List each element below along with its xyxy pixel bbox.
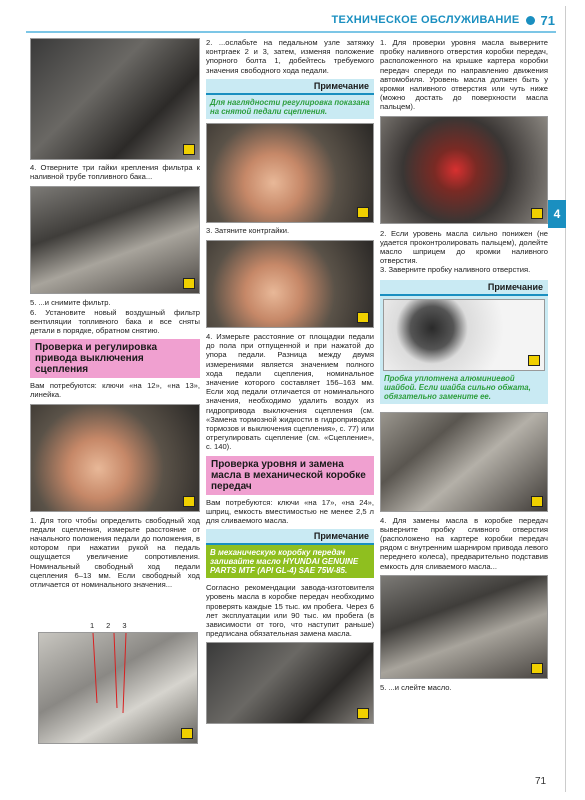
- note-box: [206, 79, 374, 119]
- header-rule: [26, 31, 556, 33]
- header-page-number: 71: [540, 12, 555, 28]
- note-box: [380, 280, 548, 404]
- camera-badge-icon: [183, 278, 195, 289]
- step-text: 3. Затяните контргайки.: [206, 225, 290, 235]
- running-header: [300, 10, 555, 30]
- photo-callouts: [90, 621, 127, 630]
- callout-label: 2: [106, 621, 111, 630]
- column-3: [380, 38, 548, 692]
- photo-adjust-bolt: [206, 123, 374, 223]
- photo-fuel-filter-nuts: [30, 38, 200, 160]
- step-text: 2. ...ослабьте на педальном узле затяжку контргаек 2 и 3, затем, изменяя положение упорного болта 1, добейтесь требуемого значения свободного хода педали.: [206, 38, 374, 75]
- photo-tighten-locknuts: [206, 240, 374, 328]
- note-text: Для наглядности регулировка показана на снятой педали сцепления.: [210, 97, 370, 116]
- camera-badge-icon: [531, 496, 543, 507]
- callout-label: 3: [122, 621, 127, 630]
- section-heading-clutch: Проверка и регулировка привода выключения сцепления: [30, 339, 200, 378]
- camera-badge-icon: [357, 708, 369, 719]
- photo-check-oil-level: [380, 116, 548, 224]
- camera-badge-icon: [531, 663, 543, 674]
- camera-badge-icon: [528, 355, 540, 366]
- section-heading-gearbox-oil: Проверка уровня и замена масла в механической коробке передач: [206, 456, 374, 495]
- chapter-tab: 4: [548, 200, 566, 228]
- step-text: 6. Установите новый воздушный фильтр вентиляции топливного бака и все сняты детали в порядке, обратном снятию.: [30, 307, 200, 336]
- step-text: 3. Заверните пробку наливного отверстия.: [380, 265, 531, 275]
- step-text: 4. Для замены масла в коробке передач выверните пробку сливного отверстия (расположено на картере коробки передач рядом с внутренним шарниром привода левого переднего колеса), предварительно подставив емкость для сливаемого масла...: [380, 515, 548, 571]
- header-title: ТЕХНИЧЕСКОЕ ОБСЛУЖИВАНИЕ: [331, 14, 520, 26]
- note-label: Примечание: [206, 529, 374, 545]
- camera-badge-icon: [183, 144, 195, 155]
- photo-plug-washer: [383, 299, 545, 371]
- photo-drain-plug: [380, 412, 548, 512]
- header-dot-icon: [526, 16, 535, 25]
- photo-measure-pedal: [30, 404, 200, 512]
- body-text: Согласно рекомендации завода-изготовителя уровень масла в коробке передач необходимо проверять каждые 15 тыс. км пробега. Через 6 лет эксплуатации или 90 тыс. км пробега (в зависимости от того, что наступит раньше) предписана обязательная замена масла.: [206, 583, 374, 639]
- photo-drain-oil: [380, 575, 548, 679]
- step-text: 1. Для того чтобы определить свободный ход педали сцепления, измерьте расстояние от начального положения педали до положения, в котором при нажатии рукой на педаль ощущается увеличение сопротивления. Номинальный свободный ход педали сцепления 6–13 мм. Если свободный ход отличается от номинального значения...: [30, 515, 200, 590]
- photo-pedal-bolts: [38, 632, 198, 744]
- tools-text: Вам потребуются: ключи «на 17», «на 24», шприц, емкость вместимостью не менее 2,5 л для сливаемого масла.: [206, 497, 374, 526]
- callout-label: 1: [90, 621, 95, 630]
- note-text: В механическую коробку передач заливайте масло HYUNDAI GENUINE PARTS MTF (API GL-4) SAE 75W-85.: [206, 545, 374, 578]
- callout-lines: [39, 633, 198, 744]
- note-label: Примечание: [206, 79, 374, 95]
- photo-filter-removed: [30, 186, 200, 294]
- step-text: 5. ...и слейте масло.: [380, 682, 452, 692]
- camera-badge-icon: [183, 496, 195, 507]
- camera-badge-icon: [531, 208, 543, 219]
- step-text: 4. Измерьте расстояние от площадки педали до пола при отпущенной и при нажатой до упора педали. Разница между двумя измерениями является значением полного хода педали сцепления, номинальное значение которого составляет 156–163 мм. Если ход педали отличается от номинального значения, необходимо удалить воздух из гидропривода выключения сцепления (см. «Замена тормозной жидкости в гидроприводах тормозов и выключения сцепления», с. 77) или отрегулировать сцепление (см. «Сцепление», с. 140).: [206, 332, 374, 452]
- column-2: [206, 38, 374, 724]
- note-box: [206, 529, 374, 578]
- step-text: 1. Для проверки уровня масла выверните пробку наливного отверстия коробки передач, расположенного на крышке картера коробки передач спереди по направлению движения автомобиля. Уровень масла должен быть у кромки наливного отверстия или чуть ниже (можно достать до поверхности масла пальцем).: [380, 38, 548, 112]
- column-1: [30, 38, 200, 589]
- photo-gearbox-fill-plug: [206, 642, 374, 724]
- step-text: 5. ...и снимите фильтр.: [30, 298, 111, 308]
- step-text: 2. Если уровень масла сильно понижен (не удается проконтролировать пальцем), долейте масло шприцем до кромки наливного отверстия.: [380, 228, 548, 266]
- note-label: Примечание: [380, 280, 548, 296]
- camera-badge-icon: [181, 728, 193, 739]
- camera-badge-icon: [357, 312, 369, 323]
- tools-text: Вам потребуются: ключи «на 12», «на 13», линейка.: [30, 381, 200, 400]
- footer-page-number: 71: [535, 776, 547, 787]
- camera-badge-icon: [357, 207, 369, 218]
- note-text: Пробка уплотнена алюминиевой шайбой. Если шайба сильно обжата, обязательно замените ее.: [384, 373, 531, 401]
- step-text: 4. Отверните три гайки крепления фильтра к наливной трубе топливного бака...: [30, 163, 200, 182]
